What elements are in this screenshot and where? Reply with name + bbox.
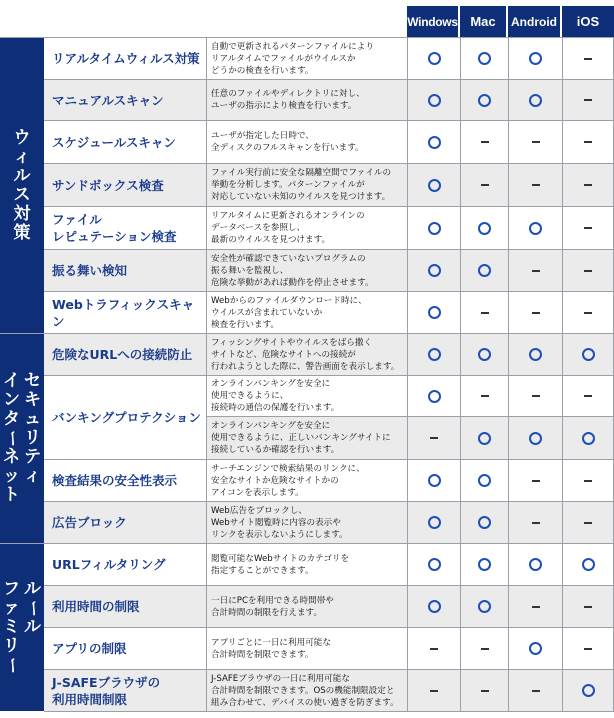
category-char: ュ bbox=[24, 409, 41, 429]
support-cell-android bbox=[508, 628, 562, 670]
feature-name: マニュアルスキャン bbox=[44, 80, 206, 121]
support-cell-windows bbox=[407, 80, 460, 121]
support-cell-mac bbox=[460, 80, 508, 121]
feature-name: バンキングプロテクション bbox=[44, 376, 206, 460]
feature-name: 利用時間の制限 bbox=[44, 586, 206, 628]
unsupported-dash-icon bbox=[584, 270, 592, 272]
support-cell-ios bbox=[562, 334, 614, 376]
support-cell-android bbox=[508, 250, 562, 292]
category-char: リ bbox=[24, 428, 41, 448]
supported-circle-icon bbox=[428, 390, 441, 403]
category-vertical-text bbox=[3, 372, 41, 505]
unsupported-dash-icon bbox=[584, 99, 592, 101]
category-char: タ bbox=[3, 409, 20, 429]
unsupported-dash-icon bbox=[532, 395, 540, 397]
supported-circle-icon bbox=[529, 642, 542, 655]
supported-circle-icon bbox=[428, 474, 441, 487]
support-cell-android bbox=[508, 121, 562, 164]
support-cell-windows bbox=[407, 417, 460, 460]
support-cell-windows bbox=[407, 250, 460, 292]
feature-name: 検査結果の安全性表示 bbox=[44, 460, 206, 502]
feature-description: J-SAFEブラウザの一日に利用可能な 合計時間を制限できます。OSの機能制限設定と 組み合わせて、デバイスの使い過ぎを防ぎます。 bbox=[206, 670, 407, 712]
supported-circle-icon bbox=[529, 432, 542, 445]
support-cell-windows bbox=[407, 207, 460, 250]
unsupported-dash-icon bbox=[584, 58, 592, 60]
supported-circle-icon bbox=[478, 516, 491, 529]
category-char: テ bbox=[24, 447, 41, 467]
feature-name: Webトラフィックスキャン bbox=[44, 292, 206, 334]
platform-header-ios: iOS bbox=[562, 6, 614, 37]
supported-circle-icon bbox=[428, 52, 441, 65]
unsupported-dash-icon bbox=[532, 312, 540, 314]
support-cell-mac bbox=[460, 670, 508, 712]
support-cell-ios bbox=[562, 292, 614, 334]
feature-name: リアルタイムウィルス対策 bbox=[44, 38, 206, 80]
supported-circle-icon bbox=[478, 558, 491, 571]
supported-circle-icon bbox=[582, 348, 595, 361]
support-cell-ios bbox=[562, 164, 614, 207]
supported-circle-icon bbox=[582, 684, 595, 697]
feature-name: アプリの制限 bbox=[44, 628, 206, 670]
category-char: ン bbox=[3, 390, 20, 410]
support-cell-ios bbox=[562, 460, 614, 502]
feature-description: Webからのファイルダウンロード時に、 ウイルスが含まれていないか 検査を行います。 bbox=[206, 292, 407, 334]
unsupported-dash-icon bbox=[481, 141, 489, 143]
unsupported-dash-icon bbox=[481, 648, 489, 650]
feature-name: J-SAFEブラウザの 利用時間制限 bbox=[44, 670, 206, 712]
support-cell-ios bbox=[562, 376, 614, 417]
supported-circle-icon bbox=[428, 179, 441, 192]
support-cell-mac bbox=[460, 207, 508, 250]
unsupported-dash-icon bbox=[430, 648, 438, 650]
category-text-column bbox=[3, 580, 20, 675]
category-virus-protection bbox=[0, 38, 44, 333]
supported-circle-icon bbox=[428, 306, 441, 319]
feature-description: 安全性が確認できていないプログラムの 振る舞いを監視し、 危険な挙動があれば動作を停止させます。 bbox=[206, 250, 407, 292]
category-char: ミ bbox=[3, 617, 20, 637]
supported-circle-icon bbox=[529, 348, 542, 361]
support-cell-windows bbox=[407, 670, 460, 712]
support-cell-windows bbox=[407, 121, 460, 164]
feature-name: 広告ブロック bbox=[44, 502, 206, 544]
support-cell-ios bbox=[562, 121, 614, 164]
support-cell-android bbox=[508, 376, 562, 417]
category-char: ル bbox=[13, 165, 31, 186]
support-cell-android bbox=[508, 334, 562, 376]
category-char: イ bbox=[3, 371, 20, 391]
feature-description: 自動で更新されるパターンファイルにより リアルタイムでファイルがウイルスか どうかの検査を行います。 bbox=[206, 38, 407, 80]
supported-circle-icon bbox=[478, 94, 491, 107]
supported-circle-icon bbox=[428, 516, 441, 529]
unsupported-dash-icon bbox=[532, 141, 540, 143]
platform-header-windows: Windows bbox=[407, 6, 458, 37]
feature-name: 危険なURLへの接続防止 bbox=[44, 334, 206, 376]
unsupported-dash-icon bbox=[532, 480, 540, 482]
category-char: ァ bbox=[3, 598, 20, 618]
support-cell-mac bbox=[460, 460, 508, 502]
category-char: 策 bbox=[13, 222, 31, 243]
category-char: ル bbox=[24, 579, 41, 599]
unsupported-dash-icon bbox=[481, 395, 489, 397]
category-char: ウ bbox=[13, 127, 31, 148]
support-cell-windows bbox=[407, 292, 460, 334]
feature-description: 一日にPCを利用できる時間帯や 合計時間の制限を行えます。 bbox=[206, 586, 407, 628]
category-char: ス bbox=[13, 184, 31, 205]
category-char: 対 bbox=[13, 203, 31, 224]
unsupported-dash-icon bbox=[532, 690, 540, 692]
unsupported-dash-icon bbox=[584, 648, 592, 650]
support-cell-mac bbox=[460, 376, 508, 417]
category-char: リ bbox=[3, 636, 20, 656]
unsupported-dash-icon bbox=[584, 522, 592, 524]
supported-circle-icon bbox=[428, 94, 441, 107]
feature-description: フィッシングサイトやウイルスをばら撒く サイトなど、危険なサイトへの接続が 行われようとした際に、警告画面を表示します。 bbox=[206, 334, 407, 376]
feature-description: サーチエンジンで検索結果のリンクに、 安全なサイトか危険なサイトかの アイコンを表示します。 bbox=[206, 460, 407, 502]
unsupported-dash-icon bbox=[481, 312, 489, 314]
supported-circle-icon bbox=[428, 264, 441, 277]
feature-description: アプリごとに一日に利用可能な 合計時間を制限できます。 bbox=[206, 628, 407, 670]
category-vertical-text bbox=[3, 580, 41, 675]
supported-circle-icon bbox=[529, 222, 542, 235]
category-vertical-text bbox=[14, 129, 31, 243]
category-char: ー bbox=[2, 430, 22, 447]
category-divider bbox=[0, 37, 614, 38]
support-cell-windows bbox=[407, 502, 460, 544]
support-cell-mac bbox=[460, 250, 508, 292]
support-cell-windows bbox=[407, 334, 460, 376]
support-cell-ios bbox=[562, 502, 614, 544]
support-cell-android bbox=[508, 502, 562, 544]
supported-circle-icon bbox=[478, 52, 491, 65]
category-divider bbox=[0, 543, 614, 544]
feature-name: ファイル レピュテーション検査 bbox=[44, 207, 206, 250]
support-cell-android bbox=[508, 586, 562, 628]
category-char: ネ bbox=[3, 447, 20, 467]
support-cell-mac bbox=[460, 502, 508, 544]
feature-description: 閲覧可能なWebサイトのカテゴリを 指定することができます。 bbox=[206, 544, 407, 586]
unsupported-dash-icon bbox=[430, 437, 438, 439]
feature-name: スケジュールスキャン bbox=[44, 121, 206, 164]
support-cell-ios bbox=[562, 628, 614, 670]
support-cell-android bbox=[508, 417, 562, 460]
support-cell-mac bbox=[460, 164, 508, 207]
category-char: ィ bbox=[24, 466, 41, 486]
support-cell-mac bbox=[460, 121, 508, 164]
support-cell-mac bbox=[460, 334, 508, 376]
supported-circle-icon bbox=[478, 222, 491, 235]
support-cell-ios bbox=[562, 417, 614, 460]
supported-circle-icon bbox=[478, 264, 491, 277]
support-cell-windows bbox=[407, 586, 460, 628]
feature-description: Web広告をブロックし、 Webサイト閲覧時に内容の表示や リンクを表示しないようにします。 bbox=[206, 502, 407, 544]
feature-description: オンラインバンキングを安全に 使用できるように、正しいバンキングサイトに 接続しているか確認を行います。 bbox=[206, 417, 407, 460]
unsupported-dash-icon bbox=[584, 141, 592, 143]
feature-description: リアルタイムに更新されるオンラインの データベースを参照し、 最新のウイルスを見つけます。 bbox=[206, 207, 407, 250]
feature-description: 任意のファイルやディレクトリに対し、 ユーザの指示により検査を行います。 bbox=[206, 80, 407, 121]
category-char: フ bbox=[3, 579, 20, 599]
support-cell-android bbox=[508, 80, 562, 121]
support-cell-mac bbox=[460, 586, 508, 628]
support-cell-windows bbox=[407, 628, 460, 670]
support-cell-android bbox=[508, 164, 562, 207]
supported-circle-icon bbox=[428, 348, 441, 361]
unsupported-dash-icon bbox=[584, 480, 592, 482]
support-cell-ios bbox=[562, 207, 614, 250]
unsupported-dash-icon bbox=[584, 184, 592, 186]
support-cell-ios bbox=[562, 38, 614, 80]
category-char: キ bbox=[24, 390, 41, 410]
category-char: ィ bbox=[13, 146, 31, 167]
unsupported-dash-icon bbox=[584, 227, 592, 229]
support-cell-ios bbox=[562, 670, 614, 712]
unsupported-dash-icon bbox=[430, 690, 438, 692]
feature-name: サンドボックス検査 bbox=[44, 164, 206, 207]
supported-circle-icon bbox=[529, 558, 542, 571]
support-cell-ios bbox=[562, 80, 614, 121]
support-cell-mac bbox=[460, 628, 508, 670]
unsupported-dash-icon bbox=[584, 606, 592, 608]
supported-circle-icon bbox=[478, 432, 491, 445]
category-internet-security bbox=[0, 334, 44, 543]
unsupported-dash-icon bbox=[532, 184, 540, 186]
platform-header-android: Android bbox=[508, 6, 560, 37]
support-cell-mac bbox=[460, 417, 508, 460]
support-cell-android bbox=[508, 292, 562, 334]
supported-circle-icon bbox=[428, 222, 441, 235]
supported-circle-icon bbox=[478, 474, 491, 487]
category-char: ッ bbox=[3, 466, 20, 486]
support-cell-android bbox=[508, 460, 562, 502]
feature-description: ファイル実行前に安全な隔離空間でファイルの 挙動を分析します。パターンファイルが 対応していない未知のウイルスを見つけます。 bbox=[206, 164, 407, 207]
category-text-column bbox=[14, 129, 31, 243]
supported-circle-icon bbox=[582, 558, 595, 571]
supported-circle-icon bbox=[428, 600, 441, 613]
category-char: ル bbox=[24, 617, 41, 637]
feature-name: 振る舞い検知 bbox=[44, 250, 206, 292]
unsupported-dash-icon bbox=[584, 312, 592, 314]
feature-name: URLフィルタリング bbox=[44, 544, 206, 586]
support-cell-windows bbox=[407, 164, 460, 207]
feature-description: ユーザが指定した日時で、 全ディスクのフルスキャンを行います。 bbox=[206, 121, 407, 164]
support-cell-windows bbox=[407, 376, 460, 417]
support-cell-mac bbox=[460, 38, 508, 80]
supported-circle-icon bbox=[478, 348, 491, 361]
support-cell-android bbox=[508, 38, 562, 80]
unsupported-dash-icon bbox=[481, 690, 489, 692]
unsupported-dash-icon bbox=[532, 522, 540, 524]
support-cell-ios bbox=[562, 544, 614, 586]
supported-circle-icon bbox=[529, 94, 542, 107]
category-char: ト bbox=[3, 485, 20, 505]
unsupported-dash-icon bbox=[532, 270, 540, 272]
unsupported-dash-icon bbox=[532, 606, 540, 608]
platform-header-mac: Mac bbox=[460, 6, 506, 37]
supported-circle-icon bbox=[428, 136, 441, 149]
support-cell-ios bbox=[562, 250, 614, 292]
support-cell-windows bbox=[407, 460, 460, 502]
category-family-rules bbox=[0, 544, 44, 711]
category-char: ー bbox=[23, 600, 43, 617]
supported-circle-icon bbox=[428, 558, 441, 571]
category-text-column bbox=[3, 372, 20, 505]
category-divider bbox=[0, 333, 614, 334]
supported-circle-icon bbox=[529, 52, 542, 65]
category-text-column bbox=[24, 372, 41, 505]
category-char: セ bbox=[24, 371, 41, 391]
feature-description: オンラインバンキングを安全に 使用できるように、 接続時の通信の保護を行います。 bbox=[206, 376, 407, 417]
support-cell-android bbox=[508, 207, 562, 250]
support-cell-mac bbox=[460, 544, 508, 586]
supported-circle-icon bbox=[478, 600, 491, 613]
supported-circle-icon bbox=[582, 432, 595, 445]
unsupported-dash-icon bbox=[481, 184, 489, 186]
support-cell-windows bbox=[407, 38, 460, 80]
support-cell-mac bbox=[460, 292, 508, 334]
category-text-column bbox=[24, 580, 41, 675]
category-char: ー bbox=[2, 657, 22, 674]
support-cell-windows bbox=[407, 544, 460, 586]
unsupported-dash-icon bbox=[584, 395, 592, 397]
support-cell-android bbox=[508, 670, 562, 712]
support-cell-android bbox=[508, 544, 562, 586]
support-cell-ios bbox=[562, 586, 614, 628]
